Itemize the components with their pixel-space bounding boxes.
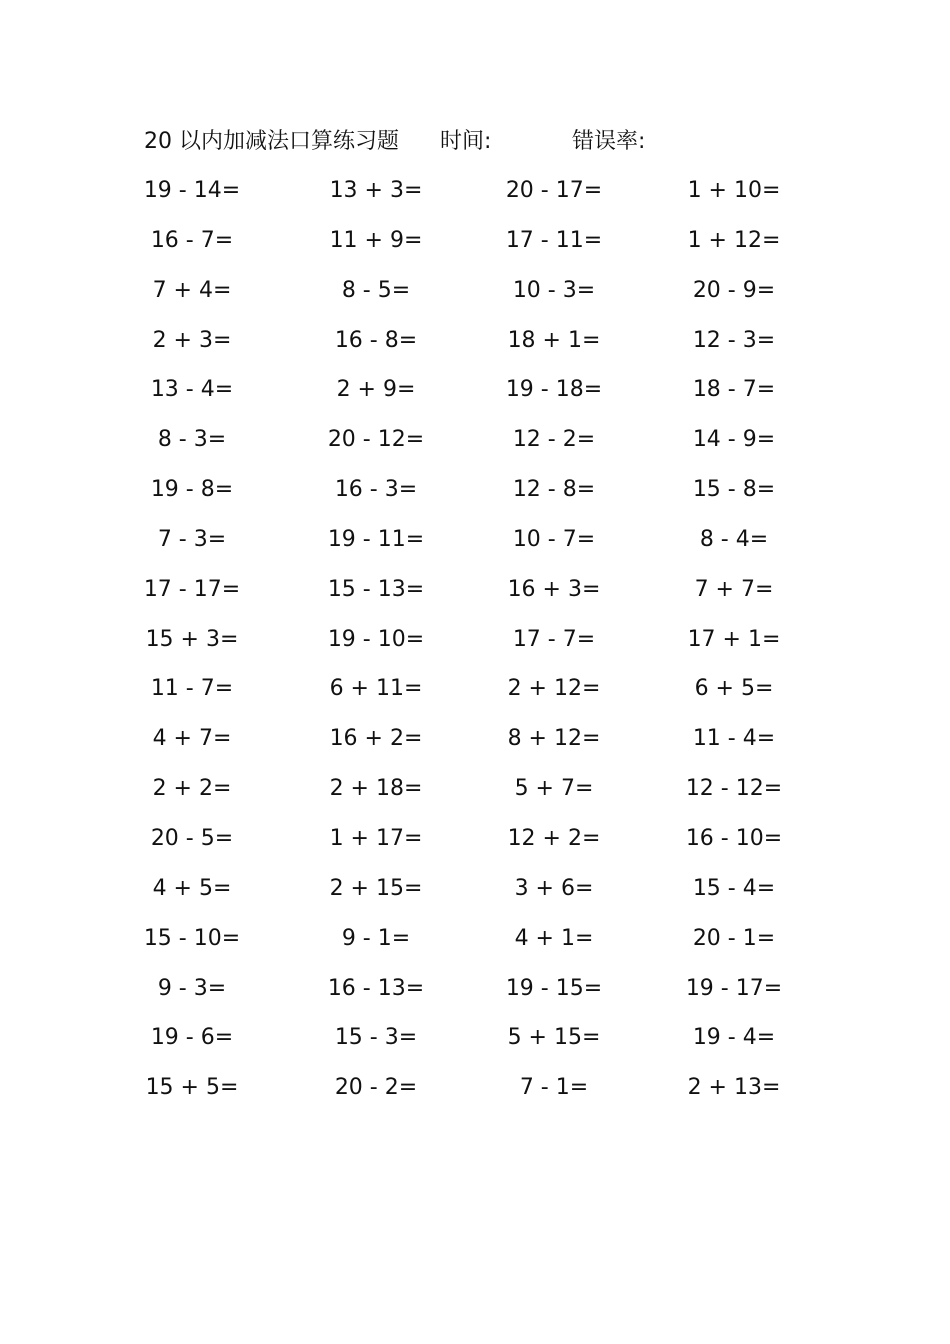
math-problem: 19 - 18=: [505, 377, 603, 403]
math-problem: 15 - 8=: [692, 477, 776, 503]
math-problem: 8 - 4=: [699, 526, 769, 552]
problem-row: [0, 570, 950, 620]
worksheet-header: [144, 124, 844, 160]
problem-row: [0, 869, 950, 919]
math-problem: 18 - 7=: [692, 377, 776, 403]
math-problem: 20 - 1=: [692, 925, 776, 951]
math-problem: 2 + 13=: [687, 1075, 781, 1101]
problem-row: [0, 669, 950, 719]
math-problem: 9 - 1=: [341, 925, 411, 951]
problem-row: [0, 520, 950, 570]
problem-row: [0, 370, 950, 420]
math-problem: 12 - 12=: [685, 776, 783, 802]
math-problem: 19 - 11=: [327, 526, 425, 552]
problem-row: [0, 620, 950, 670]
math-problem: 8 - 3=: [157, 427, 227, 453]
problem-row: [0, 470, 950, 520]
problem-row: [0, 819, 950, 869]
math-problem: 2 + 2=: [152, 776, 232, 802]
math-problem: 7 - 3=: [157, 526, 227, 552]
math-problem: 19 - 6=: [150, 1025, 234, 1051]
math-problem: 9 - 3=: [157, 975, 227, 1001]
math-problem: 12 - 8=: [512, 477, 596, 503]
math-problem: 2 + 15=: [329, 875, 423, 901]
math-problem: 1 + 10=: [687, 178, 781, 203]
problem-row: [0, 969, 950, 1019]
math-problem: 16 - 7=: [150, 227, 234, 253]
math-problem: 20 - 17=: [505, 178, 603, 203]
problem-row: [0, 919, 950, 969]
error-rate-label: 错误率:: [572, 129, 646, 154]
math-problem: 13 + 3=: [329, 178, 423, 203]
math-problem: 15 + 5=: [145, 1075, 239, 1101]
problem-row: [0, 1018, 950, 1068]
math-problem: 2 + 3=: [152, 327, 232, 353]
math-problem: 5 + 15=: [507, 1025, 601, 1051]
math-problem: 4 + 5=: [152, 875, 232, 901]
math-problem: 20 - 2=: [334, 1075, 418, 1101]
math-problem: 3 + 6=: [514, 875, 594, 901]
math-problem: 20 - 5=: [150, 825, 234, 851]
math-problem: 12 - 3=: [692, 327, 776, 353]
problem-row: [0, 171, 950, 221]
math-problem: 1 + 17=: [329, 825, 423, 851]
math-problem: 19 - 17=: [685, 975, 783, 1001]
math-problem: 16 - 3=: [334, 477, 418, 503]
math-problem: 13 - 4=: [150, 377, 234, 403]
math-problem: 7 + 4=: [152, 277, 232, 303]
math-problem: 16 - 8=: [334, 327, 418, 353]
math-problem: 15 - 4=: [692, 875, 776, 901]
math-problem: 10 - 3=: [512, 277, 596, 303]
math-problem: 1 + 12=: [687, 227, 781, 253]
math-problem: 16 + 3=: [507, 576, 601, 602]
math-problem: 6 + 5=: [694, 676, 774, 702]
math-problem: 17 - 17=: [143, 576, 241, 602]
math-problem: 20 - 9=: [692, 277, 776, 303]
math-problem: 17 + 1=: [687, 626, 781, 652]
math-problem: 2 + 12=: [507, 676, 601, 702]
problem-row: [0, 769, 950, 819]
math-problem: 4 + 7=: [152, 726, 232, 752]
math-problem: 19 - 14=: [143, 178, 241, 203]
math-problem: 15 - 10=: [143, 925, 241, 951]
math-problem: 20 - 12=: [327, 427, 425, 453]
time-label: 时间:: [440, 129, 492, 154]
math-problem: 11 + 9=: [329, 227, 423, 253]
math-problem: 12 + 2=: [507, 825, 601, 851]
math-problem: 8 + 12=: [507, 726, 601, 752]
math-problem: 12 - 2=: [512, 427, 596, 453]
problem-row: [0, 420, 950, 470]
math-problem: 7 + 7=: [694, 576, 774, 602]
math-problem: 18 + 1=: [507, 327, 601, 353]
math-problem: 8 - 5=: [341, 277, 411, 303]
math-problem: 2 + 9=: [336, 377, 416, 403]
worksheet-title: 20 以内加减法口算练习题: [144, 129, 399, 154]
math-problem: 14 - 9=: [692, 427, 776, 453]
math-problem: 6 + 11=: [329, 676, 423, 702]
math-problem: 19 - 10=: [327, 626, 425, 652]
math-problem: 5 + 7=: [514, 776, 594, 802]
problem-row: [0, 1068, 950, 1118]
math-problem: 4 + 1=: [514, 925, 594, 951]
math-problem: 16 + 2=: [329, 726, 423, 752]
math-problem: 19 - 15=: [505, 975, 603, 1001]
problem-grid: [0, 171, 950, 1118]
math-problem: 17 - 11=: [505, 227, 603, 253]
math-problem: 15 - 13=: [327, 576, 425, 602]
math-problem: 19 - 4=: [692, 1025, 776, 1051]
math-problem: 16 - 10=: [685, 825, 783, 851]
math-problem: 15 - 3=: [334, 1025, 418, 1051]
problem-row: [0, 719, 950, 769]
problem-row: [0, 321, 950, 371]
math-problem: 16 - 13=: [327, 975, 425, 1001]
math-problem: 15 + 3=: [145, 626, 239, 652]
math-problem: 11 - 7=: [150, 676, 234, 702]
math-problem: 11 - 4=: [692, 726, 776, 752]
math-problem: 17 - 7=: [512, 626, 596, 652]
math-problem: 19 - 8=: [150, 477, 234, 503]
math-problem: 10 - 7=: [512, 526, 596, 552]
problem-row: [0, 221, 950, 271]
math-problem: 7 - 1=: [519, 1075, 589, 1101]
problem-row: [0, 271, 950, 321]
math-problem: 2 + 18=: [329, 776, 423, 802]
